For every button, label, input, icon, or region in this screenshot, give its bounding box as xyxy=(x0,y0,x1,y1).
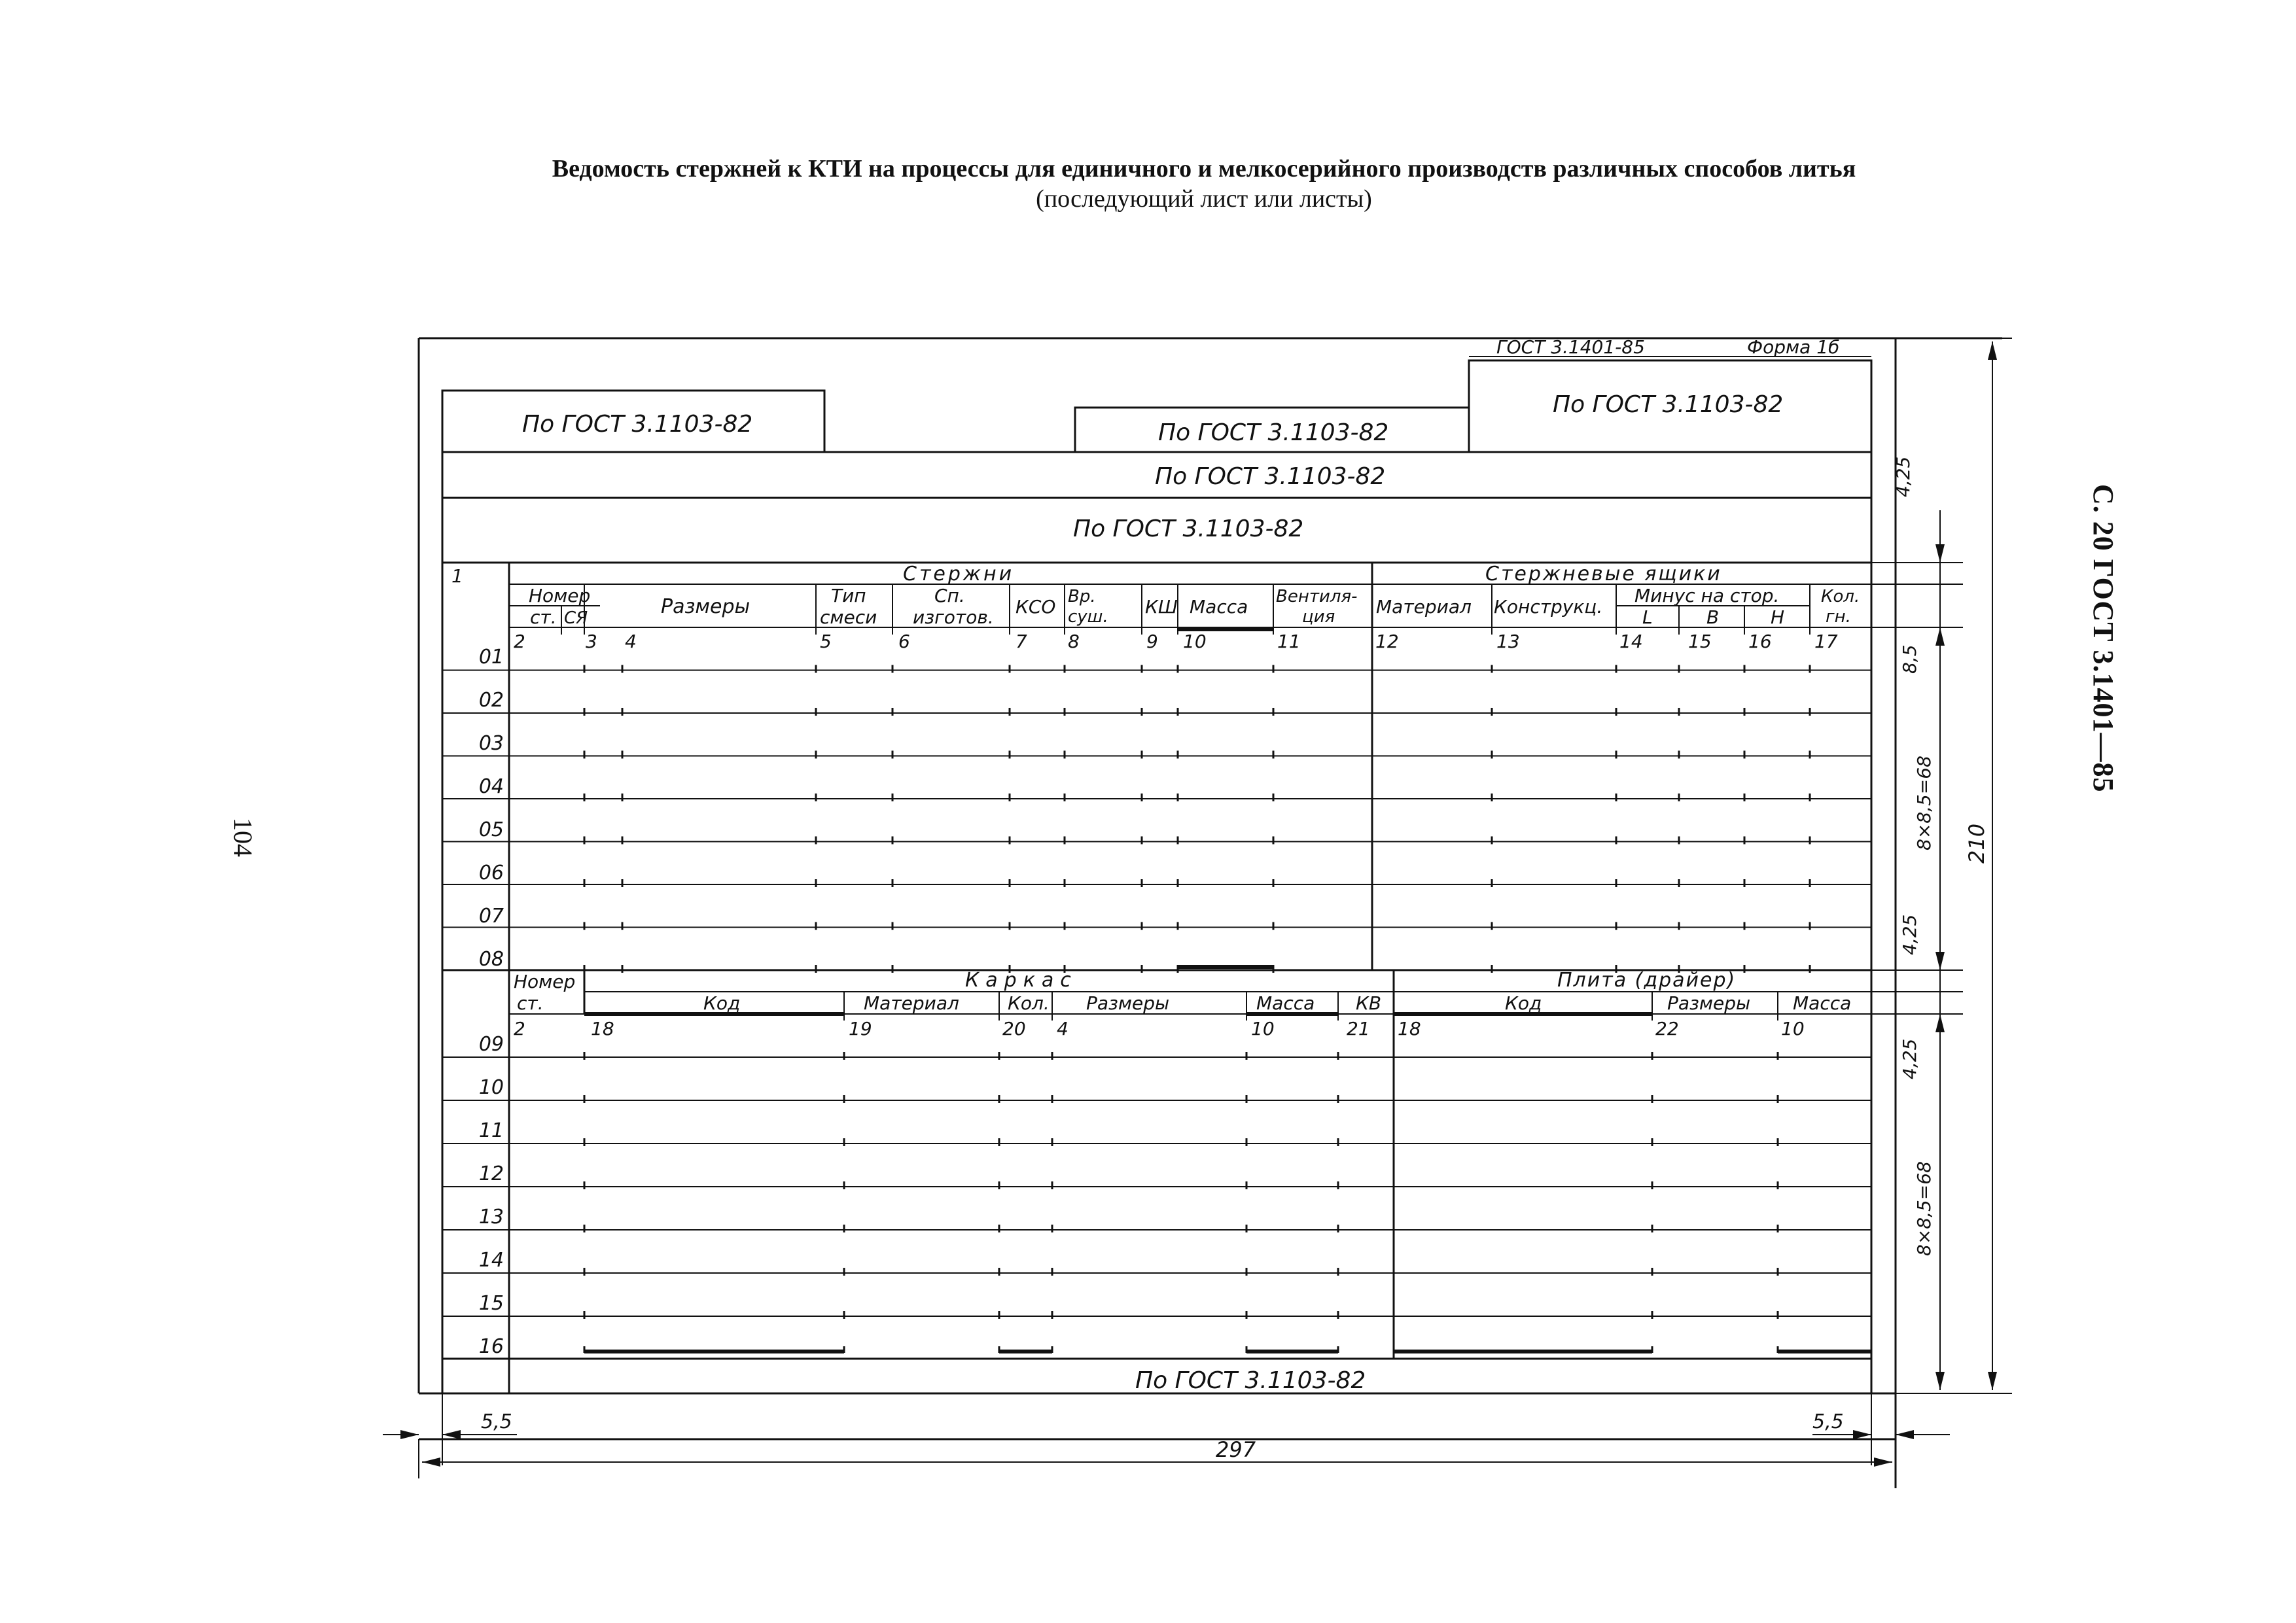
rods-vent-2: ция xyxy=(1302,607,1335,627)
plate-massa-label: Масса xyxy=(1793,992,1852,1014)
plate-kod-label: Код xyxy=(1505,992,1542,1014)
rods-massa-label: Масса xyxy=(1190,596,1248,618)
dim-width: 297 xyxy=(1216,1437,1256,1462)
top-col-num: 12 xyxy=(1375,631,1399,652)
top-col-num: 10 xyxy=(1183,631,1207,652)
top-col-num: 16 xyxy=(1748,631,1772,652)
dim-425-a: 4,25 xyxy=(1892,456,1914,497)
rods-ksh-label: КШ xyxy=(1145,596,1178,618)
bottom-col-num: 10 xyxy=(1251,1018,1275,1039)
top-col-num: 15 xyxy=(1688,631,1712,652)
bottom-row-numbers xyxy=(479,1033,504,1358)
page-number: 104 xyxy=(228,818,258,857)
boxes-konstr-label: Конструкц. xyxy=(1494,596,1603,618)
row-number: 13 xyxy=(478,1206,504,1229)
row-number: 16 xyxy=(478,1335,504,1358)
row-number: 02 xyxy=(478,689,504,712)
rods-st-label: ст. xyxy=(530,606,557,628)
rods-vr-1: Вр. xyxy=(1068,587,1096,606)
dim-right-margin: 5,5 xyxy=(1812,1410,1844,1433)
top-col-num: 14 xyxy=(1619,631,1643,652)
row-number: 09 xyxy=(478,1033,504,1056)
top-col-num: 13 xyxy=(1496,631,1520,652)
row-number: 12 xyxy=(478,1162,504,1185)
row-number: 04 xyxy=(478,775,504,798)
column-1-label: 1 xyxy=(451,565,463,587)
rods-sp-1: Сп. xyxy=(934,585,965,606)
boxes-l-label: L xyxy=(1642,606,1653,628)
rods-tip-2: смеси xyxy=(820,606,877,628)
plate-razmery-label: Размеры xyxy=(1667,992,1751,1014)
row-number: 05 xyxy=(478,818,504,841)
top-col-num: 2 xyxy=(514,631,525,652)
top-col-num: 6 xyxy=(898,631,910,652)
dim-868-b: 8×8,5=68 xyxy=(1913,1161,1935,1256)
top-col-num: 11 xyxy=(1277,631,1301,652)
boxes-kol-1: Кол. xyxy=(1821,587,1860,606)
rods-nomer-label: Номер xyxy=(529,585,591,606)
form-standard: ГОСТ 3.1401-85 xyxy=(1496,336,1645,358)
dim-85: 8,5 xyxy=(1899,644,1920,674)
top-col-num: 17 xyxy=(1814,631,1838,652)
top-col-num: 9 xyxy=(1146,631,1158,652)
top-col-num: 7 xyxy=(1016,631,1027,652)
rods-razmery-label: Размеры xyxy=(661,595,751,618)
frame-nomer-label: Номер xyxy=(514,971,576,992)
dim-868-a: 8×8,5=68 xyxy=(1913,756,1935,850)
frame-massa-label: Масса xyxy=(1256,992,1315,1014)
bottom-col-num: 18 xyxy=(591,1018,614,1039)
frame-razmery-label: Размеры xyxy=(1086,992,1170,1014)
plate-group-label: Плита (драйер) xyxy=(1557,969,1737,992)
bottom-col-num: 4 xyxy=(1057,1018,1069,1039)
frame-st-label: ст. xyxy=(517,992,544,1014)
top-column-numbers xyxy=(514,631,1838,652)
dim-425-c: 4,25 xyxy=(1899,1038,1920,1079)
rods-vr-2: суш. xyxy=(1068,607,1108,627)
top-col-num: 8 xyxy=(1068,631,1080,652)
dimension-arrows xyxy=(400,341,1997,1467)
ref-line-1: По ГОСТ 3.1103-82 xyxy=(1155,463,1386,490)
top-col-num: 3 xyxy=(586,631,597,652)
boxes-kol-2: гн. xyxy=(1826,607,1851,627)
boxes-material-label: Материал xyxy=(1376,596,1472,618)
rods-kso-label: КСО xyxy=(1016,596,1056,618)
dimension-lines xyxy=(383,338,2012,1478)
row-number: 07 xyxy=(478,905,504,928)
ref-block-left: По ГОСТ 3.1103-82 xyxy=(522,411,753,438)
rods-group-label: Стержни xyxy=(903,563,1015,585)
bottom-col-num: 22 xyxy=(1655,1018,1679,1039)
bottom-col-num: 2 xyxy=(514,1018,525,1039)
row-number: 10 xyxy=(478,1076,504,1099)
bottom-col-num: 19 xyxy=(849,1018,872,1039)
top-col-num: 5 xyxy=(820,631,832,652)
bottom-col-num: 21 xyxy=(1347,1018,1370,1039)
bottom-col-num: 10 xyxy=(1781,1018,1805,1039)
rods-vent-1: Вентиля- xyxy=(1276,587,1358,606)
ref-block-right: По ГОСТ 3.1103-82 xyxy=(1553,391,1784,418)
dim-425-b: 4,25 xyxy=(1899,914,1920,955)
bottom-col-num: 20 xyxy=(1002,1018,1026,1039)
rods-tip-1: Тип xyxy=(831,585,866,606)
title-subtitle: (последующий лист или листы) xyxy=(1036,184,1372,213)
boxes-h-label: Н xyxy=(1771,606,1785,628)
bottom-heavy-underlines xyxy=(584,1014,1871,1352)
frame-kol-label: Кол. xyxy=(1008,992,1050,1014)
ref-bottom: По ГОСТ 3.1103-82 xyxy=(1135,1367,1366,1394)
frame-kv-label: КВ xyxy=(1356,992,1382,1014)
bottom-col-num: 18 xyxy=(1398,1018,1421,1039)
rods-sp-2: изготов. xyxy=(913,606,994,628)
bottom-column-numbers xyxy=(514,1018,1805,1039)
row-number: 15 xyxy=(478,1292,504,1315)
row-number: 01 xyxy=(478,646,504,669)
ref-block-middle: По ГОСТ 3.1103-82 xyxy=(1158,419,1389,446)
boxes-b-label: В xyxy=(1706,606,1720,628)
dim-left-margin: 5,5 xyxy=(481,1410,512,1433)
top-row-numbers xyxy=(479,646,504,971)
boxes-minus-label: Минус на стор. xyxy=(1634,585,1780,606)
row-number: 03 xyxy=(478,732,504,755)
ref-line-2: По ГОСТ 3.1103-82 xyxy=(1073,515,1304,542)
row-number: 06 xyxy=(478,862,504,884)
frame-group-label: Каркас xyxy=(965,969,1078,992)
top-col-num: 4 xyxy=(625,631,637,652)
frame-material-label: Материал xyxy=(864,992,959,1014)
rods-sya-label: СЯ xyxy=(564,608,588,628)
boxes-group-label: Стержневые ящики xyxy=(1485,563,1722,585)
row-number: 11 xyxy=(478,1119,504,1142)
form-name: Форма 1б xyxy=(1747,336,1840,358)
side-header: С. 20 ГОСТ 3.1401—85 xyxy=(2087,484,2119,793)
dim-height: 210 xyxy=(1964,823,1989,864)
row-number: 14 xyxy=(478,1249,504,1272)
row-number: 08 xyxy=(478,948,504,971)
frame-kod-label: Код xyxy=(703,992,741,1014)
title-main: Ведомость стержней к КТИ на процессы для единичного и мелкосерийного производств различных способов литья xyxy=(552,155,1856,183)
